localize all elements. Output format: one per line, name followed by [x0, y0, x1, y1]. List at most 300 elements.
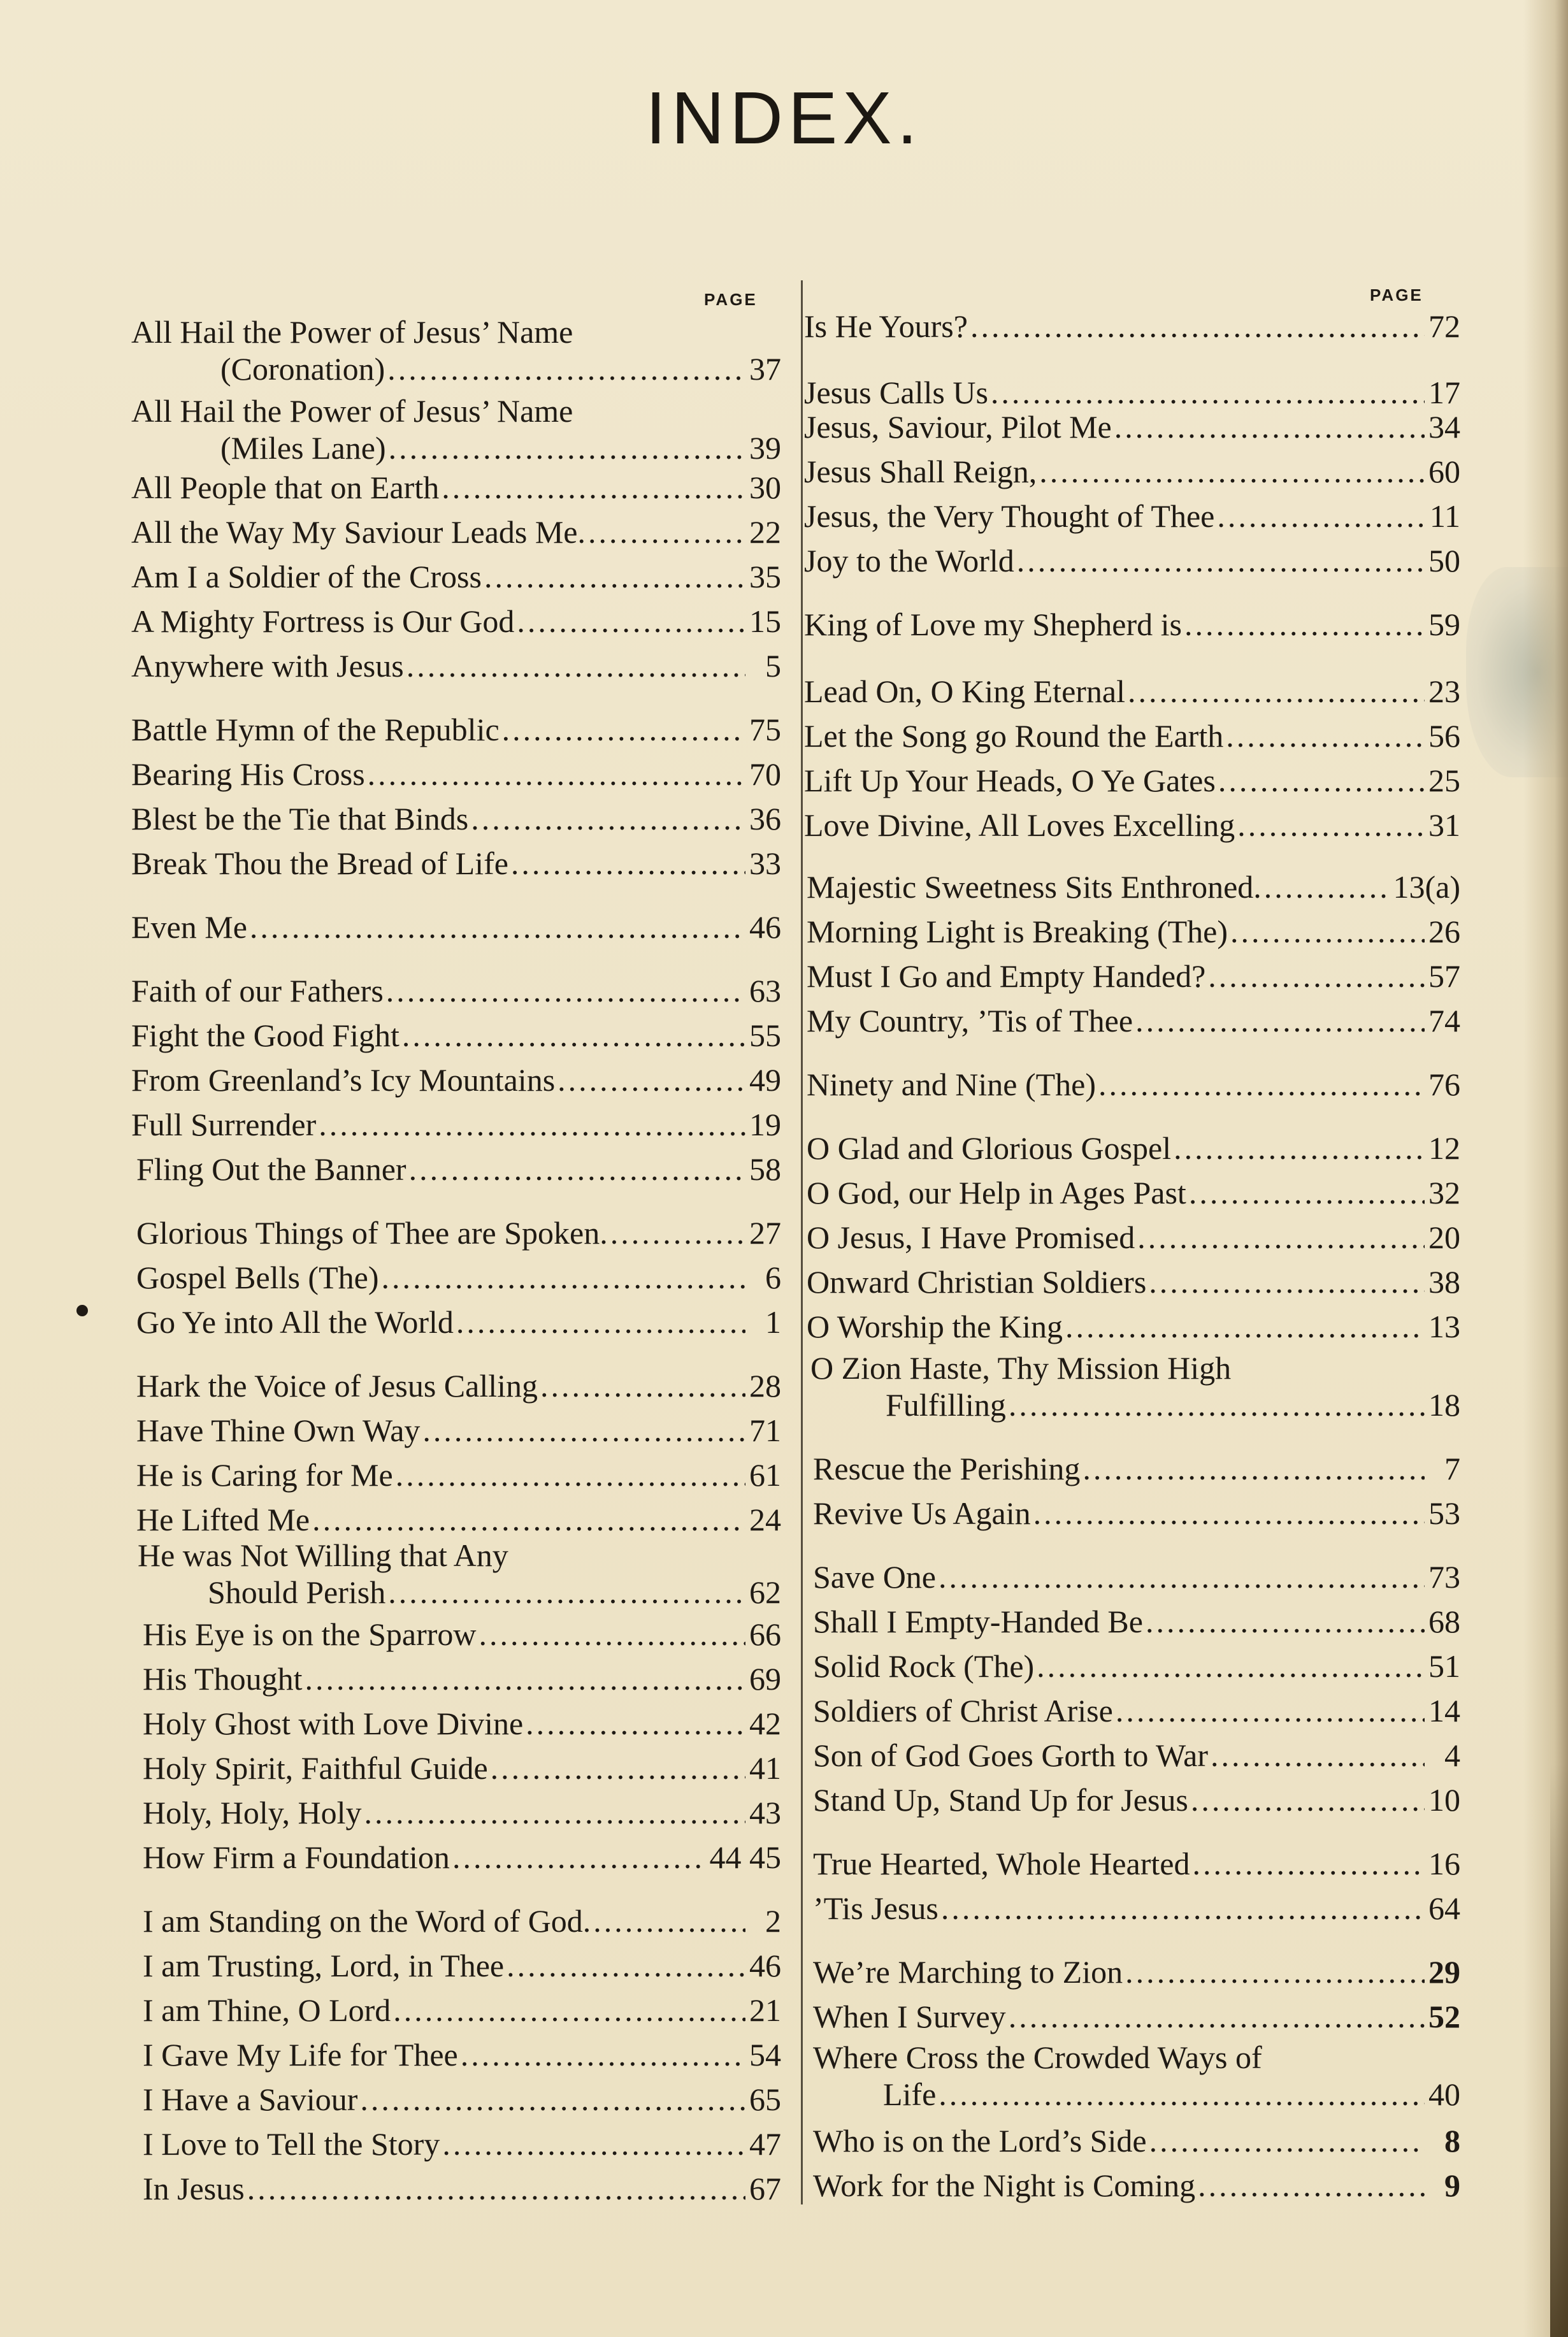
dot-leader [381, 1258, 745, 1297]
dot-leader [1082, 1449, 1425, 1488]
hymn-title: Glorious Things of Thee are Spoken. [136, 1215, 608, 1251]
dot-leader [507, 1946, 745, 1985]
hymn-title-line2: (Miles Lane) [220, 430, 386, 466]
index-entry [143, 1794, 781, 1832]
dot-leader [1218, 761, 1425, 800]
page-number: 72 [1428, 308, 1460, 344]
index-entry [131, 468, 781, 507]
hymn-title: O God, our Help in Ages Past [807, 1175, 1186, 1211]
index-entry-two-line [810, 1349, 1460, 1423]
index-entry [813, 1781, 1460, 1819]
page-number: 49 [749, 1062, 781, 1098]
page-number: 12 [1428, 1130, 1460, 1166]
page-number: 46 [749, 1948, 781, 1983]
hymn-title-line1: Where Cross the Crowded Ways of [813, 2039, 1262, 2075]
page-number: 61 [749, 1457, 781, 1493]
hymn-title: Holy, Holy, Holy [143, 1795, 362, 1830]
hymn-title: Battle Hymn of the Republic [131, 712, 500, 747]
page-number: 53 [1428, 1495, 1460, 1531]
hymn-title-line2: (Coronation) [220, 351, 385, 387]
page-number: 68 [1428, 1604, 1460, 1639]
dot-leader [593, 1902, 745, 1940]
page-number: 41 [749, 1750, 781, 1786]
page-number: 14 [1428, 1693, 1460, 1729]
hymn-title: Love Divine, All Loves Excelling [804, 807, 1235, 843]
hymn-title: Who is on the Lord’s Side [813, 2123, 1147, 2159]
index-entry [804, 672, 1460, 710]
index-entry [143, 2080, 781, 2118]
page-number: 65 [749, 2082, 781, 2117]
page-number: 39 [749, 430, 781, 466]
page-number: 46 [749, 909, 781, 945]
dot-leader [452, 1838, 706, 1876]
dot-leader [1039, 452, 1425, 491]
dot-leader [386, 972, 745, 1010]
dot-leader [991, 373, 1425, 412]
index-entry [813, 1558, 1460, 1596]
page-number: 35 [749, 559, 781, 594]
hymn-title: Lead On, O King Eternal [804, 673, 1126, 709]
page-number: 38 [1428, 1264, 1460, 1300]
index-entry-two-line [131, 313, 781, 387]
index-entry [131, 908, 781, 946]
index-entry [143, 1704, 781, 1743]
dot-leader [1226, 717, 1425, 755]
page-number: 64 [1428, 1890, 1460, 1926]
page-number: 69 [749, 1661, 781, 1697]
hymn-title: Jesus, the Very Thought of Thee [804, 498, 1215, 534]
dot-leader [557, 1061, 745, 1099]
index-entry [813, 1953, 1460, 1991]
hymn-title: Hark the Voice of Jesus Calling [136, 1368, 538, 1404]
page-number: 24 [749, 1502, 781, 1537]
hymn-title-line1: All Hail the Power of Jesus’ Name [131, 393, 573, 429]
hymn-title: Go Ye into All the World [136, 1304, 454, 1340]
page-number: 15 [749, 603, 781, 639]
index-entry [813, 1997, 1460, 2036]
dot-leader [1009, 1386, 1425, 1423]
page-number: 66 [749, 1616, 781, 1652]
hymn-title: Anywhere with Jesus [131, 648, 404, 684]
page-number: 13 [1428, 1309, 1460, 1344]
page-number: 54 [749, 2037, 781, 2073]
index-entry [813, 1602, 1460, 1641]
page-number: 55 [749, 1017, 781, 1053]
hymn-title: Even Me [131, 909, 247, 945]
page-number: 22 [749, 514, 781, 550]
page-number: 7 [1444, 1451, 1460, 1486]
dot-leader [1198, 2166, 1425, 2204]
index-entry [813, 2122, 1460, 2160]
dot-leader [442, 2125, 745, 2163]
hymn-title: Ninety and Nine (The) [807, 1067, 1097, 1102]
index-entry [813, 1692, 1460, 1730]
index-entry [804, 761, 1460, 800]
page-number: 57 [1428, 958, 1460, 994]
dot-leader [1033, 1494, 1425, 1532]
page-number: 2 [765, 1903, 781, 1939]
hymn-title: Revive Us Again [813, 1495, 1031, 1531]
index-entry [143, 2169, 781, 2208]
index-entry [136, 1258, 781, 1297]
index-entry [813, 1494, 1460, 1532]
hymn-title: From Greenland’s Icy Mountains [131, 1062, 556, 1098]
page-number: 58 [749, 1151, 781, 1187]
hymn-title: In Jesus [143, 2171, 245, 2206]
hymn-title: Am I a Soldier of the Cross [131, 559, 482, 594]
index-entry [807, 1263, 1460, 1301]
hymn-title: Jesus Calls Us [804, 375, 988, 410]
index-entry [813, 1736, 1460, 1774]
right-page-column-label: PAGE [1370, 285, 1423, 305]
page-number: 11 [1429, 498, 1460, 534]
index-entry [131, 755, 781, 793]
dot-leader [1116, 1692, 1425, 1730]
index-entry [813, 1844, 1460, 1883]
page-number: 13(a) [1393, 869, 1460, 905]
hymn-title: True Hearted, Whole Hearted [813, 1846, 1190, 1881]
page-number: 19 [749, 1107, 781, 1142]
hymn-title: Have Thine Own Way [136, 1413, 421, 1448]
dot-leader [368, 755, 745, 793]
dot-leader [511, 844, 745, 882]
dot-leader [396, 1456, 745, 1494]
dot-leader [360, 2080, 745, 2118]
dot-leader [250, 908, 745, 946]
page-number: 43 [749, 1795, 781, 1830]
hymn-title-line2: Life [883, 2076, 937, 2112]
index-entry-two-line [131, 392, 781, 466]
page-number: 56 [1428, 718, 1460, 754]
dot-leader [1192, 1844, 1425, 1883]
page-number: 26 [1428, 914, 1460, 949]
dot-leader [1137, 1218, 1425, 1256]
dot-leader [364, 1794, 745, 1832]
page-number: 50 [1428, 543, 1460, 579]
hymn-title: Let the Song go Round the Earth [804, 718, 1224, 754]
hymn-title-line1: He was Not Willing that Any [138, 1537, 508, 1573]
index-entry [143, 1946, 781, 1985]
hymn-title: I Have a Saviour [143, 2082, 358, 2117]
page-number: 33 [749, 845, 781, 881]
dot-leader [402, 1016, 745, 1054]
page-number: 47 [749, 2126, 781, 2162]
hymn-title: Is He Yours? [804, 308, 968, 344]
index-entry [136, 1150, 781, 1188]
page-number: 9 [1444, 2168, 1460, 2203]
index-entry [143, 1838, 781, 1876]
index-entry [131, 513, 781, 551]
hymn-title: Full Surrender [131, 1107, 317, 1142]
hymn-title: All People that on Earth [131, 470, 440, 505]
dot-leader [1135, 1002, 1425, 1040]
dot-leader [941, 1889, 1425, 1927]
hymn-title: Soldiers of Christ Arise [813, 1693, 1113, 1729]
index-entry [131, 1105, 781, 1144]
page-number: 70 [749, 756, 781, 792]
dot-leader [1065, 1307, 1425, 1346]
index-entry [807, 1174, 1460, 1212]
hymn-title: Faith of our Fathers [131, 973, 384, 1009]
dot-leader [388, 1574, 745, 1611]
page-number: 63 [749, 973, 781, 1009]
hymn-title: I am Trusting, Lord, in Thee [143, 1948, 505, 1983]
hymn-title: Gospel Bells (The) [136, 1260, 379, 1295]
page-number: 62 [749, 1574, 781, 1610]
dot-leader [389, 429, 745, 466]
hymn-title: Holy Ghost with Love Divine [143, 1706, 524, 1741]
index-entry [804, 542, 1460, 580]
dot-leader [1125, 1953, 1425, 1991]
dot-leader [1211, 1736, 1425, 1774]
hymn-title: My Country, ’Tis of Thee [807, 1003, 1133, 1039]
page-number: 16 [1428, 1846, 1460, 1881]
page-number: 75 [749, 712, 781, 747]
dot-leader [1208, 957, 1425, 995]
index-entry [807, 1002, 1460, 1040]
dot-leader [1174, 1129, 1425, 1167]
hymn-title: Blest be the Tie that Binds [131, 801, 469, 837]
page-number: 21 [749, 1992, 781, 2028]
dot-leader [1128, 672, 1425, 710]
page-number: 52 [1428, 1999, 1460, 2034]
index-entry [807, 957, 1460, 995]
dot-leader [406, 647, 745, 685]
dot-leader [456, 1303, 745, 1341]
dot-leader [1017, 542, 1425, 580]
hymn-title: Holy Spirit, Faithful Guide [143, 1750, 488, 1786]
hymn-title: He Lifted Me [136, 1502, 310, 1537]
hymn-title: He is Caring for Me [136, 1457, 393, 1493]
dot-leader [502, 710, 745, 749]
dot-leader [319, 1105, 745, 1144]
page-number: 10 [1428, 1782, 1460, 1818]
hymn-title: Lift Up Your Heads, O Ye Gates [804, 763, 1216, 798]
hymn-title-line2: Should Perish [208, 1574, 386, 1610]
page-number: 71 [749, 1413, 781, 1448]
index-entry [804, 717, 1460, 755]
index-entry [143, 1902, 781, 1940]
index-entry [131, 1061, 781, 1099]
index-entry [131, 602, 781, 640]
hymn-title: Majestic Sweetness Sits Enthroned. [807, 869, 1262, 905]
hymn-title: His Eye is on the Sparrow [143, 1616, 477, 1652]
dot-leader [517, 602, 745, 640]
hymn-title: I Love to Tell the Story [143, 2126, 440, 2162]
dot-leader [247, 2169, 745, 2208]
index-entry [807, 912, 1460, 951]
page-number: 30 [749, 470, 781, 505]
hymn-title: How Firm a Foundation [143, 1839, 450, 1875]
index-entry [813, 1889, 1460, 1927]
hymn-title: His Thought [143, 1661, 303, 1697]
index-entry [807, 1307, 1460, 1346]
dot-leader [461, 2036, 745, 2074]
dot-leader [1114, 408, 1425, 446]
dot-leader [1264, 868, 1390, 906]
page-number: 73 [1428, 1559, 1460, 1595]
hymn-title: O Jesus, I Have Promised [807, 1219, 1135, 1255]
index-entry [804, 452, 1460, 491]
page-number: 51 [1428, 1648, 1460, 1684]
hymn-title: Stand Up, Stand Up for Jesus [813, 1782, 1188, 1818]
index-entry [804, 373, 1460, 412]
dot-leader [387, 350, 745, 387]
index-entry [143, 2125, 781, 2163]
dot-leader [970, 307, 1425, 345]
dot-leader [442, 468, 745, 507]
column-divider [801, 280, 803, 2204]
index-entry-two-line [138, 1537, 781, 1611]
dot-leader [491, 1749, 745, 1787]
page-number: 23 [1428, 673, 1460, 709]
index-entry [131, 1016, 781, 1054]
dot-leader [305, 1660, 746, 1698]
page-number: 36 [749, 801, 781, 837]
margin-bullet-mark [76, 1305, 88, 1316]
dot-leader [1217, 497, 1425, 535]
hymn-title: Must I Go and Empty Handed? [807, 958, 1206, 994]
index-entry [136, 1303, 781, 1341]
index-entry [804, 806, 1460, 844]
dot-leader [1230, 912, 1425, 951]
dot-leader [471, 800, 745, 838]
index-entry [131, 710, 781, 749]
dot-leader [1149, 1263, 1425, 1301]
page-number: 28 [749, 1368, 781, 1404]
index-entry [804, 307, 1460, 345]
hymn-title: Joy to the World [804, 543, 1014, 579]
hymn-title: Rescue the Perishing [813, 1451, 1081, 1486]
page-number: 40 [1428, 2076, 1460, 2112]
page-number: 27 [749, 1215, 781, 1251]
hymn-title-line1: O Zion Haste, Thy Mission High [810, 1350, 1232, 1386]
hymn-title: A Mighty Fortress is Our God [131, 603, 515, 639]
page-number: 34 [1428, 409, 1460, 445]
dot-leader [484, 557, 745, 596]
hymn-title: King of Love my Shepherd is [804, 607, 1182, 642]
hymn-title: Fight the Good Fight [131, 1017, 399, 1053]
hymn-title: Jesus Shall Reign, [804, 454, 1037, 489]
dot-leader [1237, 806, 1425, 844]
hymn-title: Morning Light is Breaking (The) [807, 914, 1228, 949]
index-entry [131, 557, 781, 596]
dot-leader [939, 2076, 1425, 2113]
dot-leader [939, 1558, 1425, 1596]
hymn-title: ’Tis Jesus [813, 1890, 939, 1926]
dot-leader [1189, 1174, 1425, 1212]
index-entry [813, 1449, 1460, 1488]
hymn-title: Work for the Night is Coming [813, 2168, 1196, 2203]
page-number: 44 45 [709, 1839, 781, 1875]
dot-leader [422, 1411, 745, 1449]
dot-leader [479, 1615, 745, 1653]
index-entry [804, 408, 1460, 446]
dot-leader [1191, 1781, 1425, 1819]
hymn-title: We’re Marching to Zion [813, 1954, 1123, 1990]
dot-leader [610, 1214, 745, 1252]
page-number: 37 [749, 351, 781, 387]
page-number: 32 [1428, 1175, 1460, 1211]
index-entry-two-line [813, 2039, 1460, 2113]
hymn-title: I Gave My Life for Thee [143, 2037, 458, 2073]
dot-leader [393, 1991, 745, 2029]
page-number: 74 [1428, 1003, 1460, 1039]
dot-leader [1146, 1602, 1425, 1641]
dot-leader [409, 1150, 745, 1188]
index-entry [131, 972, 781, 1010]
hymn-title: Save One [813, 1559, 936, 1595]
index-entry [807, 1218, 1460, 1256]
page-number: 1 [765, 1304, 781, 1340]
page-number: 25 [1428, 763, 1460, 798]
dot-leader [1009, 1997, 1425, 2036]
hymn-title: Fling Out the Banner [136, 1151, 406, 1187]
index-entry [143, 1991, 781, 2029]
index-entry [136, 1411, 781, 1449]
page-number: 67 [749, 2171, 781, 2206]
dot-leader [540, 1367, 745, 1405]
page-number: 8 [1444, 2123, 1460, 2159]
page-number: 5 [765, 648, 781, 684]
left-page-column-label: PAGE [704, 290, 758, 309]
page-number: 17 [1428, 375, 1460, 410]
page-number: 42 [749, 1706, 781, 1741]
page-number: 6 [765, 1260, 781, 1295]
index-entry [136, 1456, 781, 1494]
hymn-title-line2: Fulfilling [886, 1387, 1006, 1423]
dot-leader [312, 1500, 745, 1539]
index-entry [143, 1660, 781, 1698]
index-entry [143, 1615, 781, 1653]
dot-leader [588, 513, 745, 551]
index-entry [136, 1367, 781, 1405]
hymn-title: I am Thine, O Lord [143, 1992, 391, 2028]
page-number: 18 [1428, 1387, 1460, 1423]
page-number: 31 [1428, 807, 1460, 843]
dot-leader [1098, 1065, 1425, 1104]
index-entry [807, 1129, 1460, 1167]
hymn-title: Jesus, Saviour, Pilot Me [804, 409, 1112, 445]
dot-leader [1149, 2122, 1425, 2160]
hymn-title: Shall I Empty-Handed Be [813, 1604, 1143, 1639]
index-entry [804, 497, 1460, 535]
index-entry [136, 1500, 781, 1539]
hymn-title: I am Standing on the Word of God. [143, 1903, 591, 1939]
hymn-title: O Glad and Glorious Gospel [807, 1130, 1172, 1166]
dot-leader [1037, 1647, 1425, 1685]
index-entry [143, 1749, 781, 1787]
page-number: 59 [1428, 607, 1460, 642]
page-number: 60 [1428, 454, 1460, 489]
hymn-title: Bearing His Cross [131, 756, 365, 792]
index-entry [131, 800, 781, 838]
hymn-title: O Worship the King [807, 1309, 1063, 1344]
hymn-title: Son of God Goes Gorth to War [813, 1737, 1208, 1773]
hymn-title: Solid Rock (The) [813, 1648, 1035, 1684]
index-entry [813, 2166, 1460, 2204]
hymn-title-line1: All Hail the Power of Jesus’ Name [131, 314, 573, 350]
page-title: INDEX. [645, 76, 923, 159]
index-entry [813, 1647, 1460, 1685]
binding-shadow [1550, 1764, 1568, 2337]
index-entry [131, 844, 781, 882]
index-entry [131, 647, 781, 685]
index-entry [136, 1214, 781, 1252]
page-number: 29 [1428, 1954, 1460, 1990]
index-entry [804, 605, 1460, 644]
dot-leader [1184, 605, 1425, 644]
